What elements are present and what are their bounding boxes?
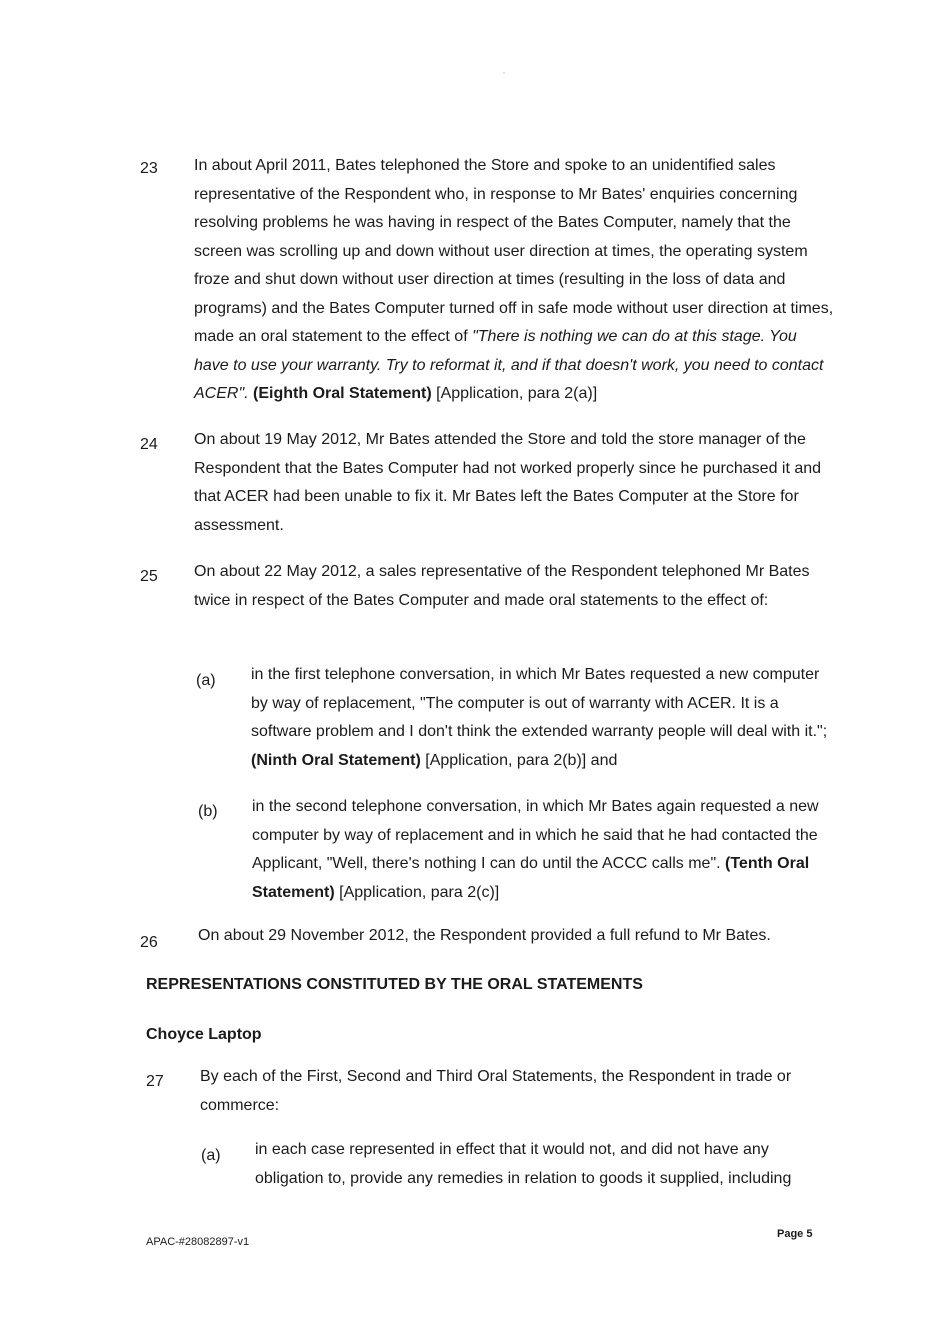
paragraph-number-24: 24 [140,436,158,453]
paragraph-23-statement-label: (Eighth Oral Statement) [253,385,432,402]
section-heading: REPRESENTATIONS CONSTITUTED BY THE ORAL STATEMENTS [146,976,643,993]
paragraph-25: On about 22 May 2012, a sales representative of the Respondent telephoned Mr Bates twice in respect of the Bates Computer and made oral statements to the effect of: [194,563,810,609]
document-id: APAC-#28082897-v1 [146,1236,250,1248]
paragraph-25b-letter: (b) [198,803,218,820]
paragraph-23-reference: [Application, para 2(a)] [431,385,598,402]
paragraph-25a-statement-label: (Ninth Oral Statement) [251,751,421,769]
paragraph-25a-letter: (a) [196,672,216,689]
scan-speck [503,72,505,74]
paragraph-number-27: 27 [146,1073,164,1090]
paragraph-27: By each of the First, Second and Third Oral Statements, the Respondent in trade or commerce: [200,1068,792,1114]
paragraph-27a-letter: (a) [201,1147,221,1164]
paragraph-25b-statement-label: (Tenth Oral Statement) [252,855,810,901]
paragraph-number-23: 23 [140,160,158,177]
paragraph-23-quote: "There is nothing we can do at this stage. You have to use your warranty. Try to reformat it, and if that doesn't work, you need to contact ACER". [194,328,824,402]
paragraph-25a-reference: [Application, para 2(b)] and [420,751,618,769]
paragraph-25b-text: in the second telephone conversation, in which Mr Bates again requested a new computer by way of replacement and in which he said that he had contacted the Applicant, "Well, there's nothing I can do until the ACCC calls me". [252,798,819,872]
paragraph-25a [251,661,836,775]
paragraph-23 [194,152,834,409]
paragraph-24: On about 19 May 2012, Mr Bates attended the Store and told the store manager of the Respondent that the Bates Computer had not worked properly since he purchased it and that ACER had been unable to fix it. Mr Bates left the Bates Computer at the Store for assessment. [194,431,822,534]
paragraph-26: On about 29 November 2012, the Respondent provided a full refund to Mr Bates. [198,927,771,944]
paragraph-number-26: 26 [140,934,158,951]
paragraph-number-25: 25 [140,568,158,585]
paragraph-27a: in each case represented in effect that it would not, and did not have any obligation to, provide any remedies in relation to goods it supplied, including [255,1141,792,1187]
paragraph-23-text: In about April 2011, Bates telephoned the Store and spoke to an unidentified sales representative of the Respondent who, in response to Mr Bates' enquiries concerning resolving problems he was having in respect of the Bates Computer, namely that the screen was scrolling up and down without user direction at times, the operating system froze and shut down without user direction at times (resulting in the loss of data and programs) and the Bates Computer turned off in safe mode without user direction at times, made an oral statement to the effect of [194,157,834,345]
subsection-heading: Choyce Laptop [146,1026,262,1043]
paragraph-25b [252,793,837,907]
page-number: Page 5 [777,1228,813,1240]
paragraph-25a-text: in the first telephone conversation, in which Mr Bates requested a new computer by way of replacement, "The computer is out of warranty with ACER. It is a software problem and I don't think the extended warranty people will deal with it."; [251,666,828,740]
paragraph-25b-reference: [Application, para 2(c)] [334,883,500,901]
